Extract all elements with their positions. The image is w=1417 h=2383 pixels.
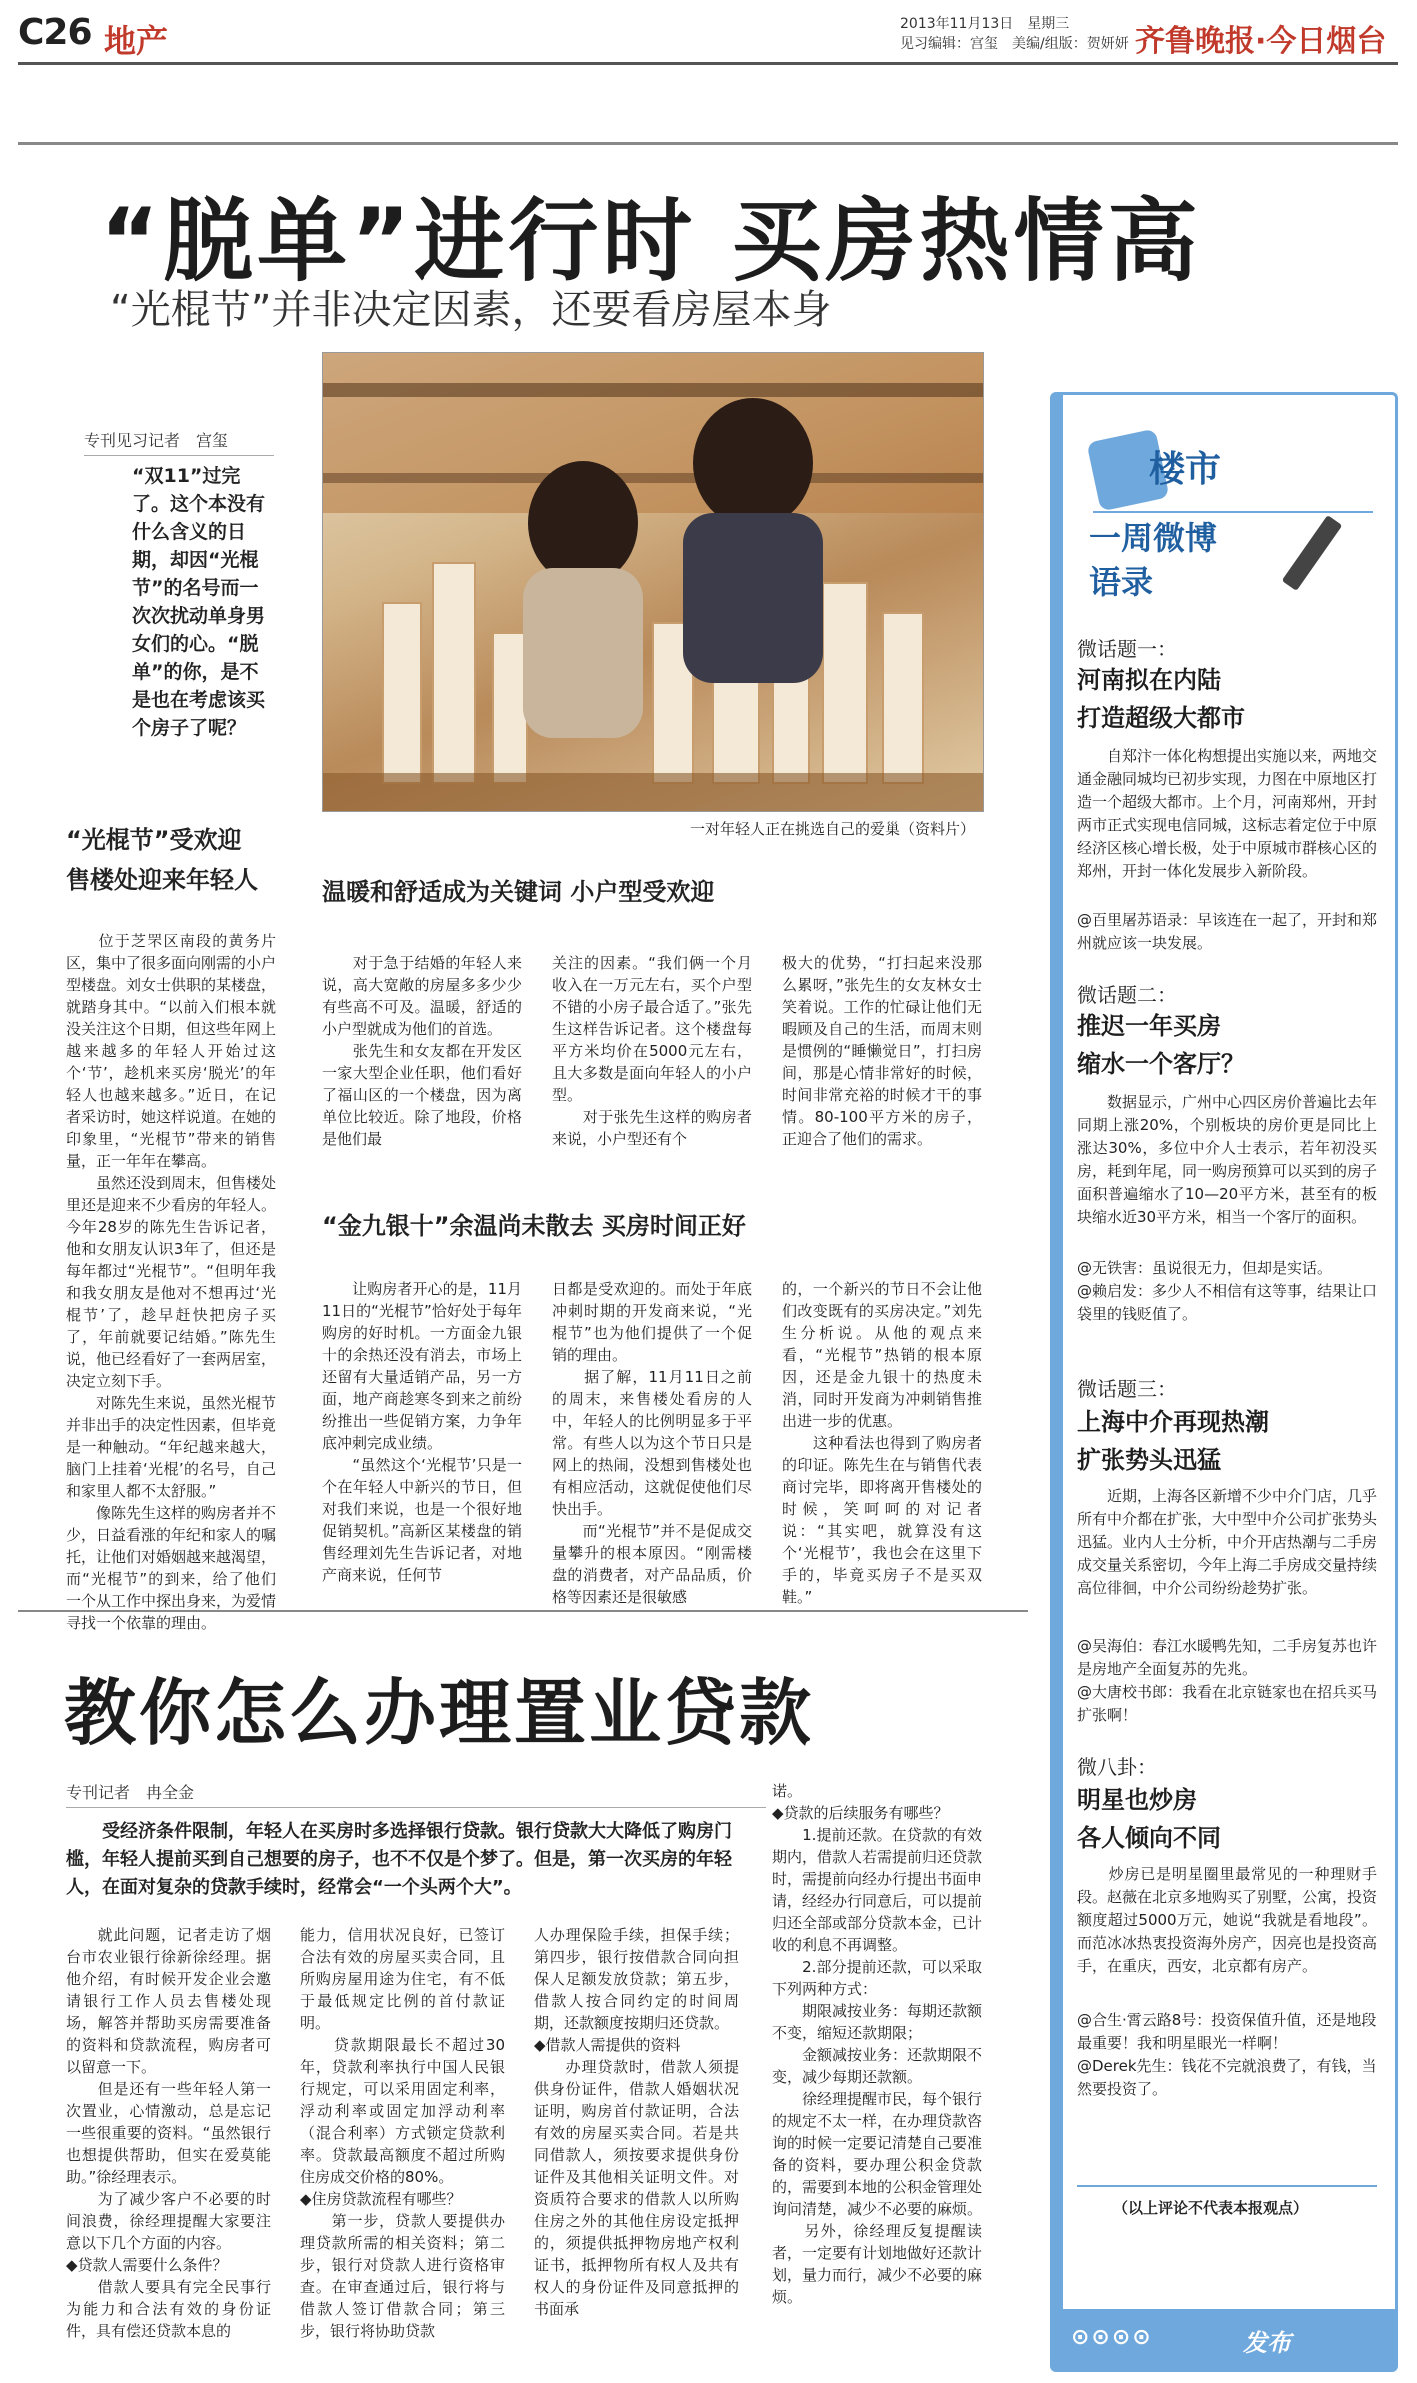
topic3-heading-line2: 扩张势头迅猛 [1077, 1446, 1221, 1474]
topic2-comments: @无铁害：虽说很无力，但却是实话。 @赖启发：多少人不相信有这等事，结果让口袋里的钱贬值了。 [1077, 1259, 1378, 1323]
date-line: 2013年11月13日 星期三 [900, 16, 1070, 32]
topic4-label: 微八卦： [1077, 1755, 1157, 1779]
pen-icon [1282, 515, 1343, 591]
banner-line2: 语录 [1089, 563, 1154, 601]
disclaimer-rule [1077, 2185, 1377, 2187]
article-subtitle: “光棍节”并非决定因素，还要看房屋本身 [110, 287, 832, 333]
photo-caption: 一对年轻人正在挑选自己的爱巢（资料片） [690, 820, 976, 838]
footer-label: 发布 [1243, 2329, 1291, 2357]
footer-icons: ⊙⊙⊙⊙ [1071, 2325, 1153, 2350]
topic1-heading-line2: 打造超级大都市 [1077, 704, 1245, 732]
sidebar-logo: 楼市 [1149, 449, 1222, 490]
topic4-heading-line1: 明星也炒房 [1077, 1786, 1197, 1814]
topic2-heading-line1: 推迟一年买房 [1077, 1012, 1221, 1040]
topic3-comments: @吴海伯：春江水暖鸭先知，二手房复苏也许是房地产全面复苏的先兆。 @大唐校书郎：我看在北京链家也在招兵买马扩张啊！ [1077, 1637, 1378, 1724]
section3-col2: 日都是受欢迎的。而处于年底冲刺时期的开发商来说，“光棍节”也为他们提供了一个促销的理由。 据了解，11月11日之前的周末，来售楼处看房的人中，年轻人的比例明显多于平常。有些人以为这个节日只是网上的热闹，没想到售楼处也有相应活动，这就促使他们尽快出手。 而“光棍节”并不是促成交量攀升的根本原因。“刚需楼盘的消费者，对产品品质，价格等因素还是很敏感 [552, 1280, 752, 1606]
article-divider [18, 1610, 1028, 1612]
weibo-sidebar [1050, 392, 1398, 2372]
section-rule [18, 142, 1398, 145]
article-byline: 专刊见习记者 宫玺 [84, 428, 274, 456]
article-lead: “双11”过完了。这个本没有什么含义的日期，却因“光棍节”的名号而一次次扰动单身男女们的心。“脱单”的你，是不是也在考虑该买个房子了呢？ [132, 465, 266, 739]
topic4-heading-line2: 各人倾向不同 [1077, 1824, 1221, 1852]
section2-col3: 极大的优势，“打扫起来没那么累呀，”张先生的女友林女士笑着说。工作的忙碌让他们无暇顾及自己的生活，而周末则是惯例的“睡懒觉日”，打扫房间，那是心情非常好的时候，时间非常充裕的时候才干的事情。80-100平方米的房子，正迎合了他们的需求。 [782, 954, 982, 1148]
sidebar-disclaimer: （以上评论不代表本报观点） [1113, 2199, 1309, 2217]
section3-heading: “金九银十”余温尚未散去 买房时间正好 [322, 1212, 746, 1240]
article-title: “脱单”进行时 买房热情高 [100, 189, 1202, 294]
loan-col3: 人办理保险手续，担保手续；第四步，银行按借款合同向担保人足额发放贷款；第五步，借款人按合同约定的时间周期，还款额度按期归还贷款。 ◆借款人需提供的资料 办理贷款时，借款人须提供身份证件，借款人婚姻状况证明，购房首付款证明，合法有效的房屋买卖合同。若是共同借款人，须按要求提供身份证件及其他相关证明文件。对资质符合要求的借款人以所购住房之外的其他住房设定抵押的，须提供抵押物房地产权利证书，抵押物所有权人及共有权人的身份证件及同意抵押的书面承 [534, 1926, 739, 2318]
topic2-body: 数据显示，广州中心四区房价普遍比去年同期上涨20%，个别板块的房价更是同比上涨达30%，多位中介人士表示，若年初没买房，耗到年尾，同一购房预算可以买到的房子面积普遍缩水了10—20平方米，甚至有的板块缩水近30平方米，相当一个客厅的面积。 [1077, 1093, 1378, 1226]
header-rule [18, 62, 1398, 65]
page-number: C26 [18, 12, 92, 53]
section3-col3: 的，一个新兴的节日不会让他们改变既有的买房决定。”刘先生分析说。从他的观点来看，“光棍节”热销的根本原因，还是金九银十的热度未消，同时开发商为冲刺销售推出进一步的优惠。 这种看法也得到了购房者的印证。陈先生在与销售代表商讨完毕，即将离开售楼处的时候，笑呵呵的对记者说：“其实吧，就算没有这个‘光棍节’，我也会在这里下手的，毕竟买房子不是买双鞋。” [782, 1280, 982, 1606]
banner-line1: 一周微博 [1089, 519, 1218, 557]
topic1-label: 微话题一： [1077, 637, 1177, 661]
topic3-label: 微话题三： [1077, 1377, 1177, 1401]
topic3-body: 近期，上海各区新增不少中介门店，几乎所有中介都在扩张，大中型中介公司扩张势头迅猛。业内人士分析，中介开店热潮与二手房成交量关系密切，今年上海二手房成交量持续高位徘徊，中介公司纷纷趁势扩张。 [1077, 1487, 1378, 1597]
loan-article-title: 教你怎么办理置业贷款 [64, 1671, 815, 1755]
section2-heading: 温暖和舒适成为关键词 小户型受欢迎 [322, 878, 715, 906]
newspaper-brand: 齐鲁晚报·今日烟台 [1135, 24, 1387, 59]
section3-col1: 让购房者开心的是，11月11日的“光棍节”恰好处于每年购房的好时机。一方面金九银十的余热还没有消去，市场上还留有大量适销产品，另一方面，地产商趁寒冬到来之前纷纷推出一些促销方案，力争年底冲刺完成业绩。 “虽然这个‘光棍节’只是一个在年轻人中新兴的节日，但对我们来说，也是一个很好地促销契机。”高新区某楼盘的销售经理刘先生告诉记者，对地产商来说，任何节 [322, 1280, 522, 1584]
sidebar-accent-bar [1053, 395, 1063, 2369]
topic3-heading [1077, 1403, 1269, 1479]
topic3-heading-line1: 上海中介再现热潮 [1077, 1408, 1269, 1436]
loan-col1: 就此问题，记者走访了烟台市农业银行徐新徐经理。据他介绍，有时候开发企业会邀请银行工作人员去售楼处现场，解答并帮助买房需要准备的资料和贷款流程，购房者可以留意一下。 但是还有一些年轻人第一次置业，心情激动，总是忘记一些很重要的资料。“虽然银行也想提供帮助，但实在爱莫能助。”徐经理表示。 为了减少客户不必要的时间浪费，徐经理提醒大家要注意以下几个方面的内容。 ◆贷款人需要什么条件？ 借款人要具有完全民事行为能力和合法有效的身份证件，具有偿还贷款本息的 [66, 1926, 271, 2340]
section1-heading [66, 820, 316, 900]
loan-article-lead: 受经济条件限制，年轻人在买房时多选择银行贷款。银行贷款大大降低了购房门槛，年轻人提前买到自己想要的房子，也不不仅是个梦了。但是，第一次买房的年轻人，在面对复杂的贷款手续时，经常会“一个头两个大”。 [66, 1821, 732, 1898]
loan-col4: 诺。 ◆贷款的后续服务有哪些？ 1.提前还款。在贷款的有效期内，借款人若需提前归还贷款时，需提前向经办行提出书面申请，经经办行同意后，可以提前归还全部或部分贷款本金，已计收的利息不再调整。 2.部分提前还款，可以采取下列两种方式： 期限减按业务：每期还款额不变，缩短还款期限； 金额减按业务：还款期限不变，减少每期还款额。 徐经理提醒市民，每个银行的规定不太一样，在办理贷款咨询的时候一定要记清楚自己要准备的资料，要办理公积金贷款的，需要到本地的公积金管理处询问清楚，减少不必要的麻烦。 另外，徐经理反复提醒读者，一定要有计划地做好还款计划，量力而行，减少不必要的麻烦。 [772, 1782, 983, 2306]
topic1-heading-line1: 河南拟在内陆 [1077, 666, 1221, 694]
loan-col2: 能力，信用状况良好，已签订合法有效的房屋买卖合同，且所购房屋用途为住宅，有不低于最低规定比例的首付款证明。 贷款期限最长不超过30年，贷款利率执行中国人民银行规定，可以采用固定利率，浮动利率或固定加浮动利率（混合利率）方式锁定贷款利率。贷款最高额度不超过所购住房成交价格的80%。 ◆住房贷款流程有哪些？ 第一步，贷款人要提供办理贷款所需的相关资料；第二步，银行对贷款人进行资格审查。在审查通过后，银行将与借款人签订借款合同；第三步，银行将协助贷款 [300, 1926, 505, 2340]
section1-heading-line1: “光棍节”受欢迎 [66, 826, 242, 854]
topic1-comments: @百里屠苏语录：早该连在一起了，开封和郑州就应该一块发展。 [1077, 911, 1378, 952]
article-photo [322, 352, 984, 812]
sidebar-footer [1053, 2309, 1395, 2369]
topic2-heading-line2: 缩水一个客厅？ [1077, 1050, 1245, 1078]
header-meta [900, 14, 1129, 54]
section1-text: 位于芝罘区南段的黄务片区，集中了很多面向刚需的小户型楼盘。刘女士供职的某楼盘，就踏身其中。“以前入们根本就没关注这个日期，但这些年网上越来越多的年轻人开始过这个‘节’，趁机来买房‘脱光’的年轻人也越来越多。”近日，在记者采访时，她这样说道。在她的印象里，“光棍节”带来的销售量，正一年年在攀高。 虽然还没到周末，但售楼处里还是迎来不少看房的年轻人。今年28岁的陈先生告诉记者，他和女朋友认识3年了，但还是每年都过“光棍节”。“但明年我和我女朋友是他对不想再过‘光棍节’了，趁早赶快把房子买了，年前就要记结婚。”陈先生说，他已经看好了一套两居室，决定立刻下手。 对陈先生来说，虽然光棍节并非出手的决定性因素，但毕竟是一种触动。“年纪越来越大，脑门上挂着‘光棍’的名号，自己和家里人都不太舒服。” 像陈先生这样的购房者并不少，日益看涨的年纪和家人的嘱托，让他们对婚姻越来越渴望，而“光棍节”的到来，给了他们一个从工作中探出身来，为爱情寻找一个依靠的理由。 [66, 932, 277, 1632]
topic4-heading [1077, 1781, 1221, 1857]
editor-line: 见习编辑：宫玺 美编/组版：贺妍妍 [900, 36, 1129, 52]
topic4-comments: @合生·霄云路8号：投资保值升值，还是地段最重要！我和明星眼光一样啊！ @Derek先生：钱花不完就浪费了，有钱，当然要投资了。 [1077, 2011, 1377, 2098]
topic1-heading [1077, 661, 1245, 737]
photo-illustration [323, 353, 983, 811]
topic2-label: 微话题二： [1077, 983, 1177, 1007]
topic2-heading [1077, 1007, 1245, 1083]
section2-col1: 对于急于结婚的年轻人来说，高大宽敞的房屋多多少少有些高不可及。温暖，舒适的小户型就成为他们的首选。 张先生和女友都在开发区一家大型企业任职，他们看好了福山区的一个楼盘，因为离单位比较近。除了地段，价格是他们最 [322, 954, 522, 1148]
loan-article-byline: 专刊记者 冉全金 [66, 1780, 766, 1808]
section2-col2: 关注的因素。“我们俩一个月收入在一万元左右，买个户型不错的小房子最合适了。”张先生这样告诉记者。这个楼盘每平方米均价在5000元左右，且大多数是面向年轻人的小户型。 对于张先生这样的购房者来说，小户型还有个 [552, 954, 752, 1148]
topic1-body: 自郑汴一体化构想提出实施以来，两地交通金融同城均已初步实现，力图在中原地区打造一个超级大都市。上个月，河南郑州，开封两市正式实现电信同城，这标志着定位于中原经济区核心增长极，处于中原城市群核心区的郑州，开封一体化发展步入新阶段。 [1077, 747, 1378, 880]
section1-heading-line2: 售楼处迎来年轻人 [66, 866, 258, 894]
topic4-body: 炒房已是明星圈里最常见的一种理财手段。赵薇在北京多地购买了别墅，公寓，投资额度超过5000万元，她说“我就是看地段”。而范冰冰热衷投资海外房产，因亮也是投资高手，在重庆，西安，北京都有房产。 [1077, 1865, 1378, 1975]
section-name: 地产 [104, 22, 169, 60]
